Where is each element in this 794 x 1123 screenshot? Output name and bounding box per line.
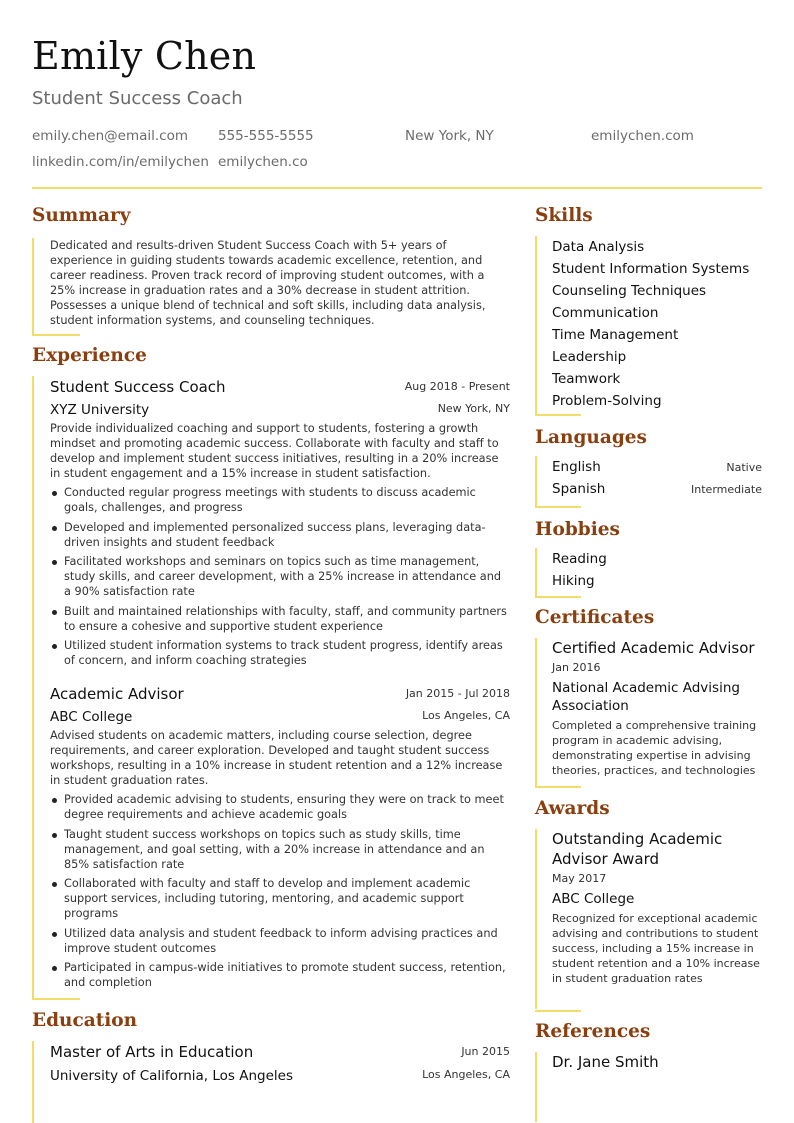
skill-item: Communication [552, 305, 659, 321]
list-item: Utilized student information systems to track student progress, identify areas of concern, and inform coaching strategies [50, 638, 510, 668]
list-item: Collaborated with faculty and staff to develop and implement academic support services, including tutoring, mentoring, and academic support programs [50, 876, 510, 921]
job-organization: XYZ University [50, 402, 150, 418]
candidate-title: Student Success Coach [32, 88, 243, 109]
list-item: Taught student success workshops on topics such as study skills, time management, and goal setting, with a 20% increase in attendance and an 85% satisfaction rate [50, 827, 510, 872]
certificates-divider [535, 786, 581, 788]
hobbies-heading: Hobbies [535, 519, 620, 540]
list-item: Utilized data analysis and student feedback to inform advising practices and improve student outcomes [50, 926, 510, 956]
education-location: Los Angeles, CA [422, 1068, 510, 1081]
references-accent-bar [535, 1052, 537, 1122]
list-item: Provided academic advising to students, ensuring they were on track to meet degree requirements and achieve academic goals [50, 792, 510, 822]
skill-item: Student Information Systems [552, 261, 750, 277]
contact-location: New York, NY [405, 128, 494, 144]
resume-header [32, 30, 762, 170]
certificate-description: Completed a comprehensive training program in academic advising, demonstrating expertise in advising theories, practices, and technologies [552, 719, 757, 777]
education-entry [50, 1042, 510, 1087]
language-level: Intermediate [691, 483, 762, 496]
job-dates: Jan 2015 - Jul 2018 [405, 687, 510, 700]
skill-item: Counseling Techniques [552, 283, 707, 299]
references-heading: References [535, 1021, 651, 1042]
skill-item: Time Management [552, 327, 679, 343]
hobbies-list [552, 548, 762, 592]
contact-info [32, 128, 762, 178]
certificates-heading: Certificates [535, 607, 655, 628]
summary-text: Dedicated and results-driven Student Success Coach with 5+ years of experience in guiding students towards academic excellence, retention, and career readiness. Proven track record of improving student outcomes, with a 25% increase in graduation rates and a 30% decrease in student attrition. Possesses a unique blend of technical and soft skills, including data analysis, student information systems, and counseling techniques. [50, 239, 486, 327]
reference-entry [552, 1052, 764, 1072]
education-school: University of California, Los Angeles [50, 1068, 294, 1084]
skill-item: Problem-Solving [552, 393, 662, 409]
skill-item: Teamwork [552, 371, 621, 387]
awards-divider [535, 1010, 581, 1012]
certificates-accent-bar [535, 638, 537, 786]
hobbies-accent-bar [535, 548, 537, 596]
reference-name: Dr. Jane Smith [552, 1053, 659, 1071]
languages-heading: Languages [535, 427, 647, 448]
skills-heading: Skills [535, 205, 593, 226]
education-date: Jun 2015 [461, 1045, 510, 1058]
hobby-item: Reading [552, 551, 607, 567]
job-entry [50, 377, 510, 673]
languages-divider [535, 506, 581, 508]
languages-list [552, 456, 762, 500]
awards-heading: Awards [535, 798, 610, 819]
award-title: Outstanding Academic Advisor Award [552, 830, 723, 868]
education-degree: Master of Arts in Education [50, 1043, 254, 1061]
experience-divider [32, 998, 80, 1000]
summary-heading: Summary [32, 205, 131, 226]
list-item: Participated in campus-wide initiatives to promote student success, retention, and completion [50, 960, 510, 990]
job-dates: Aug 2018 - Present [404, 380, 510, 393]
language-name: Spanish [552, 481, 606, 497]
skills-accent-bar [535, 236, 537, 414]
contact-website-secondary[interactable]: emilychen.co [218, 154, 308, 170]
award-date: May 2017 [552, 872, 607, 885]
experience-heading: Experience [32, 345, 147, 366]
list-item: Conducted regular progress meetings with students to discuss academic goals, challenges, and progress [50, 485, 510, 515]
certificate-date: Jan 2016 [552, 661, 601, 674]
contact-linkedin[interactable]: linkedin.com/in/emilychen [32, 154, 209, 170]
language-level: Native [726, 461, 762, 474]
summary-accent-bar [32, 238, 34, 334]
header-divider [32, 187, 762, 189]
language-item [552, 456, 762, 478]
language-name: English [552, 459, 601, 475]
skill-item: Data Analysis [552, 239, 645, 255]
award-description: Recognized for exceptional academic advising and contributions to student success, including a 15% increase in student retention and a 10% increase in student graduation rates [552, 912, 760, 985]
languages-accent-bar [535, 456, 537, 506]
job-bullets [50, 792, 510, 990]
list-item: Built and maintained relationships with faculty, staff, and community partners to ensure a cohesive and supportive student experience [50, 604, 510, 634]
contact-phone[interactable]: 555-555-5555 [218, 128, 314, 144]
candidate-name: Emily Chen [32, 34, 257, 78]
skills-divider [535, 414, 581, 416]
job-title: Student Success Coach [50, 378, 226, 396]
language-item [552, 478, 762, 500]
skills-list [552, 236, 762, 412]
list-item: Facilitated workshops and seminars on topics such as time management, study skills, and career development, with a 25% increase in attendance and a 90% satisfaction rate [50, 554, 510, 599]
job-entry [50, 684, 510, 995]
experience-accent-bar [32, 376, 34, 998]
hobbies-divider [535, 596, 581, 598]
job-location: New York, NY [437, 402, 510, 415]
certificate-entry [552, 638, 764, 778]
awards-accent-bar [535, 829, 537, 1009]
education-accent-bar [32, 1041, 34, 1123]
award-issuer: ABC College [552, 891, 635, 907]
job-bullets [50, 485, 510, 668]
skill-item: Leadership [552, 349, 627, 365]
certificate-title: Certified Academic Advisor [552, 639, 755, 657]
job-organization: ABC College [50, 709, 133, 725]
award-entry [552, 829, 764, 986]
summary-divider [32, 334, 80, 336]
contact-website[interactable]: emilychen.com [591, 128, 694, 144]
job-title: Academic Advisor [50, 685, 184, 703]
education-heading: Education [32, 1010, 138, 1031]
contact-email[interactable]: emily.chen@email.com [32, 128, 189, 144]
certificate-issuer: National Academic Advising Association [552, 680, 740, 714]
job-description: Provide individualized coaching and support to students, fostering a growth mindset and promoting academic success. Collaborate with faculty and staff to develop and implement student success initiatives, resulting in a 20% increase in student engagement and a 15% increase in student satisfaction. [50, 422, 499, 480]
hobby-item: Hiking [552, 573, 595, 589]
list-item: Developed and implemented personalized success plans, leveraging data-driven insights and student feedback [50, 520, 510, 550]
job-location: Los Angeles, CA [422, 709, 510, 722]
job-description: Advised students on academic matters, including course selection, degree requirements, and career exploration. Developed and taught student success workshops, resulting in a 10% increase in student retention and a 12% increase in student graduation rates. [50, 729, 503, 787]
